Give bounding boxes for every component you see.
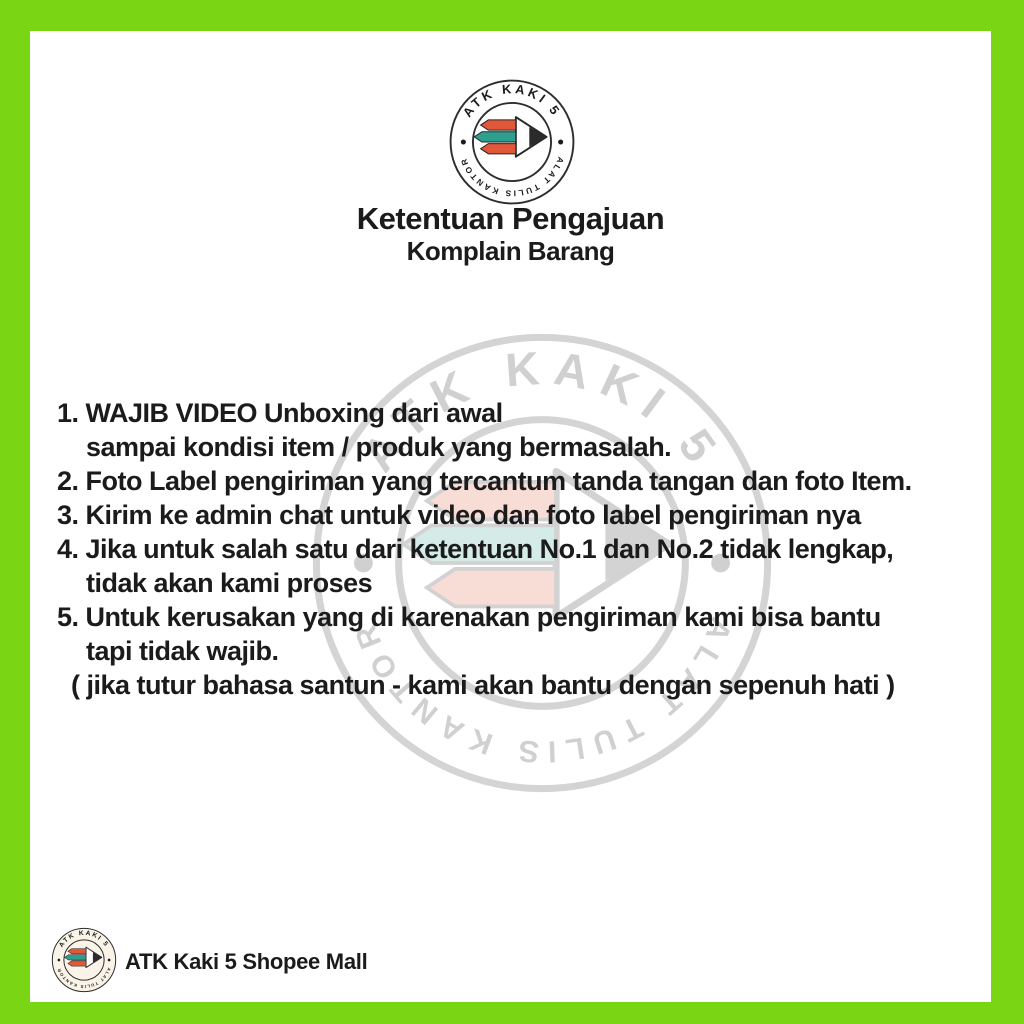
header-titles: [30, 202, 991, 266]
term-line: 1. WAJIB VIDEO Unboxing dari awal: [57, 398, 503, 428]
term-line: ( jika tutur bahasa santun - kami akan bantu dengan sepenuh hati ): [71, 670, 895, 700]
footer-brand-label: ATK Kaki 5 Shopee Mall: [125, 949, 368, 974]
term-line: tapi tidak wajib.: [86, 636, 279, 666]
page-title: Ketentuan Pengajuan: [356, 201, 665, 236]
term-line: tidak akan kami proses: [86, 568, 373, 598]
term-line: sampai kondisi item / produk yang bermasalah.: [86, 432, 672, 462]
term-line: 5. Untuk kerusakan yang di karenakan pengiriman kami bisa bantu: [57, 602, 881, 632]
term-line: 3. Kirim ke admin chat untuk video dan foto label pengiriman nya: [57, 500, 861, 530]
term-line: 2. Foto Label pengiriman yang tercantum tanda tangan dan foto Item.: [57, 466, 912, 496]
page-subtitle: Komplain Barang: [406, 236, 615, 266]
brand-logo: [448, 78, 576, 206]
footer-brand-logo: [51, 927, 117, 993]
content-area: [30, 31, 991, 1002]
term-line: 4. Jika untuk salah satu dari ketentuan No.1 dan No.2 tidak lengkap,: [57, 534, 894, 564]
terms-list: [55, 396, 995, 702]
